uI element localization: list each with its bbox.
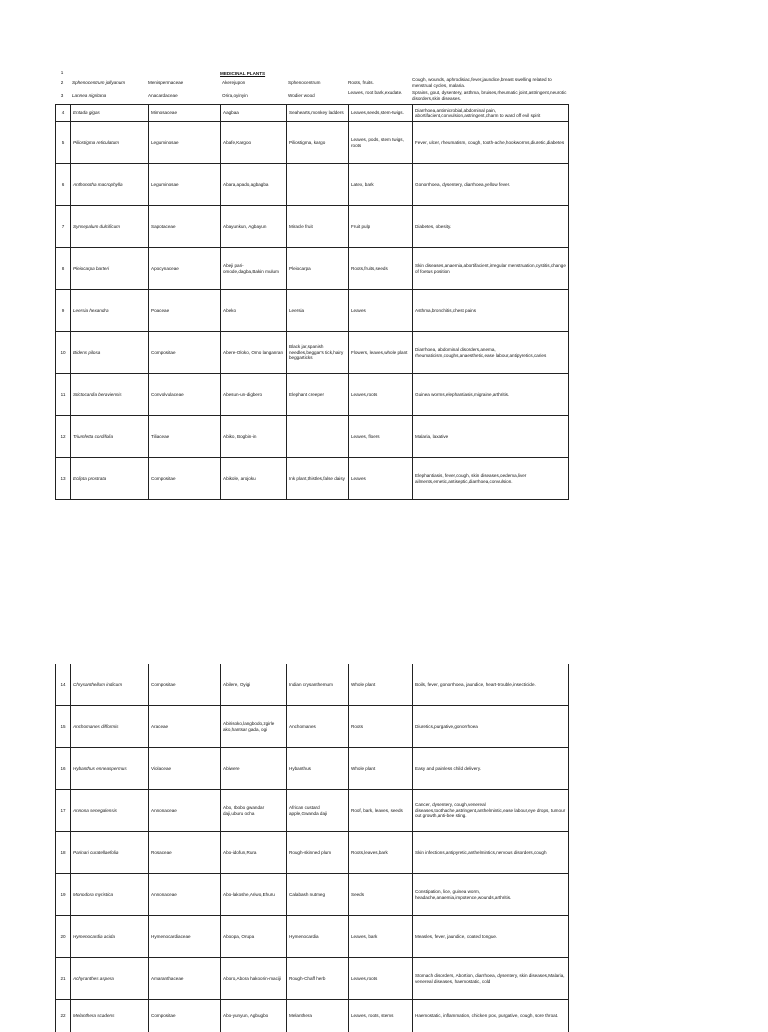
family-name: Poaceae	[148, 290, 220, 331]
medicinal-uses: Cancer, dysentery, cough,venereal diseases,toothache,astringent,anthelmintic,ease labour,eye drops, tumour out growth,anti-bee sting.	[412, 790, 568, 831]
scientific-name: Piliostigma reticulatum	[70, 122, 148, 163]
medicinal-uses: Diarrhoea,antimicrobial,abdominal pain, abortifacient,convulsion,astringent,charm to ward off evil spirit	[412, 105, 568, 121]
parts-used: Leaves, pods, stem twigs, roots	[348, 122, 412, 163]
table-row	[56, 916, 568, 958]
local-name: Aagbaa	[220, 105, 286, 121]
parts-used: Roots,leaves,bark	[348, 832, 412, 873]
medicinal-uses: Constipation, lice, guinea worm, headache,anaemia,impotence,wounds,arthritis.	[412, 874, 568, 915]
row-number: 17	[60, 807, 66, 813]
parts-used: Flowers, leaves,whole plant	[348, 332, 412, 373]
parts-used: Whole plant	[348, 748, 412, 789]
medicinal-uses: Haemostatic, inflammation, chicken pox, purgative, cough, sore throat.	[412, 1000, 568, 1032]
local-name: Abeji pari-omode,dagba,Bakin mulum	[220, 248, 286, 289]
parts-used: Leaves	[348, 458, 412, 499]
table-row	[56, 874, 568, 916]
family-name: Mimosaceae	[148, 105, 220, 121]
row-number: 5	[61, 139, 65, 145]
local-name: Aboopa, Orupa	[220, 916, 286, 957]
table-row	[56, 416, 568, 458]
family-name: Compositae	[148, 458, 220, 499]
local-name: Akerejupon	[222, 80, 246, 85]
parts-used: Leaves,seeds,stem-twigs.	[348, 105, 412, 121]
row-number: 8	[61, 265, 65, 271]
row-number: 20	[60, 933, 66, 939]
parts-used: Leaves,roots	[348, 374, 412, 415]
scientific-name: Lannea nigritana	[72, 93, 107, 98]
medicinal-uses: Diabetes, obesity.	[412, 206, 568, 247]
family-name: Leguminosae	[148, 122, 220, 163]
parts-used: Roots	[348, 706, 412, 747]
scientific-name: Achyranthes aspera	[70, 958, 148, 999]
parts-used: Roots,fruits,seeds	[348, 248, 412, 289]
family-name: Rosaceae	[148, 832, 220, 873]
row-number: 13	[60, 475, 66, 481]
family-name: Convolvulaceae	[148, 374, 220, 415]
row-number: 10	[60, 349, 66, 355]
scientific-name: Melanthera scadens	[70, 1000, 148, 1032]
local-name: Abilere, Oyigi	[220, 664, 286, 705]
table-row	[56, 248, 568, 290]
medicinal-uses: Skin diseases,anaemia,abortifacient,irregular menstruation,cystitis,change of foetus position	[412, 248, 568, 289]
row-number: 2	[60, 80, 64, 85]
local-name: Abere-Oloko, Omo langanran	[220, 332, 286, 373]
table-row	[56, 374, 568, 416]
plants-table-1	[55, 104, 569, 500]
parts-used: Roof, bark, leaves, seeds	[348, 790, 412, 831]
table-row	[55, 70, 567, 77]
scientific-name: Triumfetta cordifolia	[70, 416, 148, 457]
local-name: Abikole, arojoku	[220, 458, 286, 499]
common-name	[286, 164, 348, 205]
scientific-name: Eclipta prostrata	[70, 458, 148, 499]
row-number: 21	[60, 975, 66, 981]
medicinal-uses: Measles, fever, jaundice, coated tongue.	[412, 916, 568, 957]
medicinal-uses: Diuretics,purgative,gonorrhoea	[412, 706, 568, 747]
local-name: Abafe,Kargoo	[220, 122, 286, 163]
row-number: 12	[60, 433, 66, 439]
common-name: Indian crysanthemum	[286, 664, 348, 705]
table-row	[56, 832, 568, 874]
family-name: Violaceae	[148, 748, 220, 789]
row-number: 22	[60, 1013, 66, 1019]
common-name: Calabash nutmeg	[286, 874, 348, 915]
local-name: Abo-yunyun, Agbugbo	[220, 1000, 286, 1032]
parts-used: Leaves, bark	[348, 916, 412, 957]
row-number: 11	[60, 391, 66, 397]
parts-used: Roots, fruits.	[348, 80, 374, 85]
table-row	[56, 105, 568, 122]
table-row	[55, 77, 567, 89]
family-name: Anacardaceae	[148, 93, 178, 98]
common-name: Miracle fruit	[286, 206, 348, 247]
parts-used: Whole plant	[348, 664, 412, 705]
scientific-name: Pleiocarpa barteri	[70, 248, 148, 289]
table-row	[56, 748, 568, 790]
table-row	[56, 290, 568, 332]
family-name: Menispermaceae	[148, 80, 184, 85]
table-row	[56, 164, 568, 206]
common-name: Ink plant,thistles,false daisy	[286, 458, 348, 499]
row-number: 4	[61, 110, 65, 116]
common-name: Rough-skinned plum	[286, 832, 348, 873]
family-name: Compositae	[148, 332, 220, 373]
medicinal-uses: Fever, ulcer, rheumatism, cough, tooth-ache,hookworms,diuretic,diabetes	[412, 122, 568, 163]
common-name: Wodier wood	[288, 93, 315, 98]
table-row	[56, 332, 568, 374]
row-number: 16	[60, 765, 66, 771]
common-name: Seahearts,monkey ladders	[286, 105, 348, 121]
row-number: 7	[61, 223, 65, 229]
table-row	[56, 664, 568, 706]
local-name: Abo-idofun,Rura	[220, 832, 286, 873]
table-row	[56, 1000, 568, 1032]
family-name: Compositae	[148, 664, 220, 705]
table-row	[56, 790, 568, 832]
medicinal-uses: Gonorrhoea, dysentery, diarrhoea,yellow fever.	[412, 164, 568, 205]
parts-used: Leaves, floers	[348, 416, 412, 457]
medicinal-uses: Malaria, laxative	[412, 416, 568, 457]
row-number: 14	[60, 681, 66, 687]
local-name: Abo-lakoshe,Ariwo,Ehuru	[220, 874, 286, 915]
family-name: Araceae	[148, 706, 220, 747]
common-name: Piliostigma, kargo	[286, 122, 348, 163]
row-number: 3	[60, 93, 64, 98]
medicinal-uses: Boils, fever, gonorrhoea, jaundice, heart-trouble,insecticide.	[412, 664, 568, 705]
scientific-name: Sphenocentrum jollyanum	[72, 80, 126, 85]
medicinal-uses: Stomach disorders, Abortion, diarrhoea, dysentery, skin diseases,Malaria, venereal diseases, haemostatic, cold	[412, 958, 568, 999]
common-name: Hymenocardia	[286, 916, 348, 957]
common-name: African custard apple,Gwanda daji	[286, 790, 348, 831]
family-name: Sapotaceae	[148, 206, 220, 247]
scientific-name: Leersia hexandra	[70, 290, 148, 331]
row-number: 15	[60, 723, 66, 729]
medicinal-uses: Skin infections,antipyretic,anthelmintics,nervous disorders,cough	[412, 832, 568, 873]
medicinal-uses: Elephantiasis, fever,cough, skin diseases,oedema,liver ailments,emetic,antiseptic,diarrhoea,convulsion.	[412, 458, 568, 499]
scientific-name: Parinari curatellaefolia	[70, 832, 148, 873]
parts-used: Leaves, root bark,exudate.	[348, 90, 403, 95]
scientific-name: Stictocardia beraviensis	[70, 374, 148, 415]
medicinal-uses: Sprains, gout, dysentery, asthma, bruises,rheumatic joint,astringent,neurotic disorders,skin diseases.	[412, 90, 567, 101]
common-name: Melanthera	[286, 1000, 348, 1032]
local-name: Aboro,Abora hakoorin-maciji	[220, 958, 286, 999]
parts-used: Seeds	[348, 874, 412, 915]
family-name: Annonaceae	[148, 874, 220, 915]
family-name: Apocynaceae	[148, 248, 220, 289]
parts-used: Fruit pulp	[348, 206, 412, 247]
table-row	[56, 206, 568, 248]
table-row	[56, 122, 568, 164]
common-name	[286, 416, 348, 457]
common-name: Rough-Chaff herb	[286, 958, 348, 999]
parts-used: Leaves	[348, 290, 412, 331]
common-name: Hybanthus	[286, 748, 348, 789]
table-row	[56, 458, 568, 499]
local-name: Abiko, Bogbin-in	[220, 416, 286, 457]
local-name: Abara,apado,agbagba	[220, 164, 286, 205]
family-name: Amaranthaceae	[148, 958, 220, 999]
local-name: Abesun-un-digbero	[220, 374, 286, 415]
medicinal-uses: Guinea worms,elephantiasis,migraine,arthritis.	[412, 374, 568, 415]
medicinal-uses: Asthma,bronchitis,chest pains	[412, 290, 568, 331]
scientific-name: Chrysanthellum indicum	[70, 664, 148, 705]
scientific-name: Bidens pilosa	[70, 332, 148, 373]
scientific-name: Anthonotha macrophylla	[70, 164, 148, 205]
local-name: Abeko	[220, 290, 286, 331]
family-name: Hymenocardiaceae	[148, 916, 220, 957]
row-number: 1	[60, 70, 64, 75]
scientific-name: Synsepalum dulcificum	[70, 206, 148, 247]
scientific-name: Monodora myristica	[70, 874, 148, 915]
common-name: Leersia	[286, 290, 348, 331]
local-name: Abayunkun, Agbayun	[220, 206, 286, 247]
row-number: 9	[61, 307, 65, 313]
local-name: Abirisoko,langbodo,zgirle ako,hantsar gada, ogi	[220, 706, 286, 747]
row-number: 18	[60, 849, 66, 855]
common-name: Sphenocentrum	[288, 80, 321, 85]
common-name: Black jar,spanish needles,beggar's tick,hairy beggarticks	[286, 332, 348, 373]
scientific-name: Hybanthus enneaspermus	[70, 748, 148, 789]
table-row	[56, 958, 568, 1000]
local-name: Abo, Ibobo gwandar daji,uburu ocha	[220, 790, 286, 831]
plants-table-2	[55, 664, 569, 1032]
scientific-name: Hymenocardia acida	[70, 916, 148, 957]
common-name: Elephant creeper	[286, 374, 348, 415]
scientific-name: Annona senegalensis	[70, 790, 148, 831]
medicinal-uses: Cough, wounds, aphrodisiac,fever,jaundice,breast swelling related to menstrual cycles, malaria.	[412, 77, 552, 88]
medicinal-uses: Diarrhoea, abdominal disorders,anema, rheumaticism,coughs,anaesthetic,ease labour,antipyretics,caries	[412, 332, 568, 373]
common-name: Anchomanes	[286, 706, 348, 747]
family-name: Tiliaceae	[148, 416, 220, 457]
parts-used: Latex, bark	[348, 164, 412, 205]
row-number: 6	[61, 181, 65, 187]
common-name: Pleiocarpa	[286, 248, 348, 289]
family-name: Compositae	[148, 1000, 220, 1032]
family-name: Annonaceae	[148, 790, 220, 831]
document-title: MEDICINAL PLANTS	[220, 71, 266, 76]
parts-used: Leaves, roots, stems	[348, 1000, 412, 1032]
parts-used: Leaves,roots	[348, 958, 412, 999]
scientific-name: Anchomanes difformis	[70, 706, 148, 747]
scientific-name: Entada gigas	[70, 105, 148, 121]
table-row	[56, 706, 568, 748]
table-row	[55, 90, 567, 103]
row-number: 19	[60, 891, 66, 897]
local-name: Orira,oyinyin	[222, 93, 248, 98]
medicinal-uses: Easy and painless child delivery.	[412, 748, 568, 789]
local-name: Abiwere	[220, 748, 286, 789]
family-name: Leguminosae	[148, 164, 220, 205]
